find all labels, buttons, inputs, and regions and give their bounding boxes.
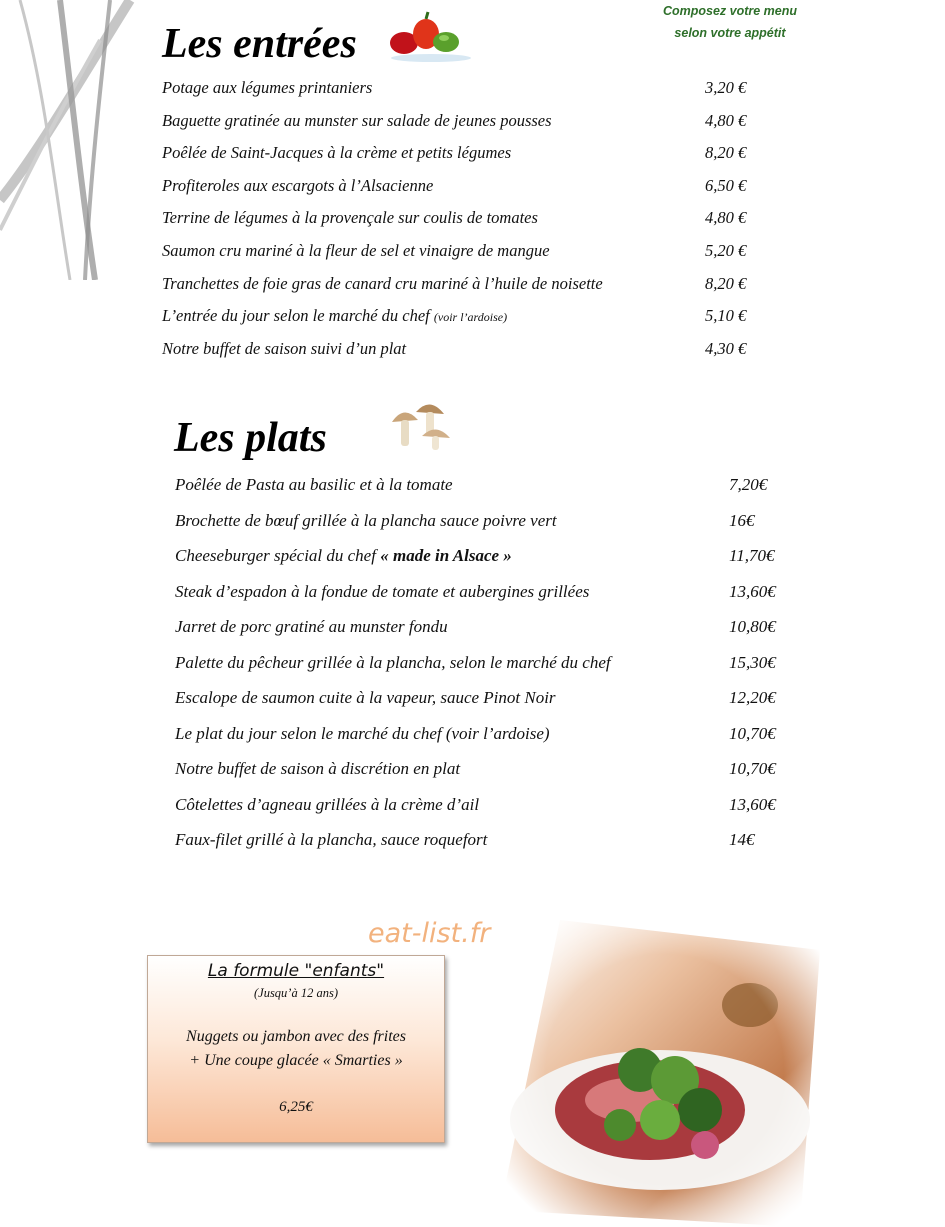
item-price: 4,80 € (705, 208, 747, 228)
kids-menu-price: 6,25€ (279, 1099, 313, 1115)
item-price: 10,70€ (729, 759, 776, 778)
item-name: Cheeseburger spécial du chef (175, 546, 381, 565)
plats-title: Les plats (174, 415, 327, 461)
tagline (640, 0, 820, 44)
menu-item (175, 579, 815, 615)
menu-item (175, 721, 815, 757)
kids-menu-box (147, 955, 445, 1143)
watermark: eat-list.fr (368, 918, 491, 949)
kids-menu-subtitle: (Jusqu’à 12 ans) (253, 986, 338, 1000)
item-name: Potage aux légumes printaniers (162, 78, 373, 97)
item-price: 13,60€ (729, 794, 776, 814)
item-price: 12,20€ (729, 688, 776, 707)
menu-item (162, 304, 802, 337)
item-price: 6,50 € (705, 175, 747, 195)
item-price: 4,80 € (705, 110, 747, 130)
menu-item (175, 472, 815, 508)
item-name: Profiteroles aux escargots à l’Alsacienne (162, 175, 434, 195)
item-price: 10,70€ (729, 723, 776, 743)
item-name: Jarret de porc gratiné au munster fondu (175, 617, 448, 636)
tagline-line1: Composez votre menu (662, 4, 798, 18)
menu-item (162, 109, 802, 142)
item-highlight: « made in Alsace » (380, 546, 512, 565)
item-price: 8,20 € (705, 143, 747, 163)
item-name: Notre buffet de saison à discrétion en plat (175, 759, 461, 778)
item-name: Escalope de saumon cuite à la vapeur, sauce Pinot Noir (175, 688, 556, 707)
menu-item (162, 337, 802, 370)
item-price: 8,20 € (705, 273, 747, 293)
item-name: Baguette gratinée au munster sur salade de jeunes pousses (162, 110, 552, 130)
menu-item (162, 141, 802, 174)
kids-menu-line1: Nuggets ou jambon avec des frites (186, 1028, 406, 1045)
item-price: 10,80€ (729, 617, 776, 636)
item-name: Tranchettes de foie gras de canard cru mariné à l’huile de noisette (162, 273, 603, 293)
item-name: Poêlée de Saint-Jacques à la crème et petits légumes (162, 143, 512, 163)
menu-item (175, 756, 815, 792)
item-price: 3,20 € (705, 78, 747, 97)
item-price: 15,30€ (729, 652, 776, 672)
item-name: Notre buffet de saison suivi d’un plat (162, 338, 407, 358)
menu-item (175, 827, 815, 863)
item-price: 5,20 € (705, 240, 747, 260)
item-name: Faux-filet grillé à la plancha, sauce roquefort (175, 830, 488, 849)
menu-item (175, 614, 815, 650)
menu-item (162, 76, 802, 109)
kids-menu-line2: + Une coupe glacée « Smarties » (189, 1052, 403, 1069)
menu-item (162, 239, 802, 272)
item-price: 11,70€ (729, 546, 775, 565)
menu-item (175, 650, 815, 686)
plats-list (175, 472, 815, 863)
kids-menu-title: La formule "enfants" (207, 961, 385, 981)
menu-item (162, 174, 802, 207)
item-price: 7,20€ (729, 475, 768, 494)
item-price: 14€ (729, 830, 755, 849)
item-name: Le plat du jour selon le marché du chef (voir l’ardoise) (175, 723, 550, 743)
peppers-icon (386, 10, 476, 62)
item-price: 13,60€ (729, 581, 776, 601)
entrees-title: Les entrées (162, 21, 357, 67)
item-name: Poêlée de Pasta au basilic et à la tomate (175, 475, 453, 494)
item-name: L’entrée du jour selon le marché du chef (162, 306, 430, 326)
salad-photo (500, 910, 830, 1227)
menu-item (175, 685, 815, 721)
item-note: (voir l’ardoise) (433, 310, 508, 325)
item-price: 4,30 € (705, 338, 747, 358)
decorative-swoosh (0, 0, 150, 280)
item-name: Côtelettes d’agneau grillées à la crème d’ail (175, 794, 480, 814)
item-price: 5,10 € (705, 306, 747, 326)
mushrooms-icon (386, 400, 456, 456)
item-name: Terrine de légumes à la provençale sur coulis de tomates (162, 208, 538, 228)
tagline-line2: selon votre appétit (674, 26, 786, 40)
item-price: 16€ (729, 510, 755, 530)
item-name: Steak d’espadon à la fondue de tomate et aubergines grillées (175, 581, 590, 601)
item-name: Saumon cru mariné à la fleur de sel et vinaigre de mangue (162, 240, 550, 260)
item-name: Brochette de bœuf grillée à la plancha sauce poivre vert (175, 510, 557, 530)
menu-item (162, 206, 802, 239)
menu-item (175, 543, 815, 579)
entrees-list (162, 76, 802, 369)
menu-item (175, 508, 815, 544)
item-name: Palette du pêcheur grillée à la plancha, selon le marché du chef (175, 652, 611, 672)
menu-item (175, 792, 815, 828)
menu-item (162, 272, 802, 305)
